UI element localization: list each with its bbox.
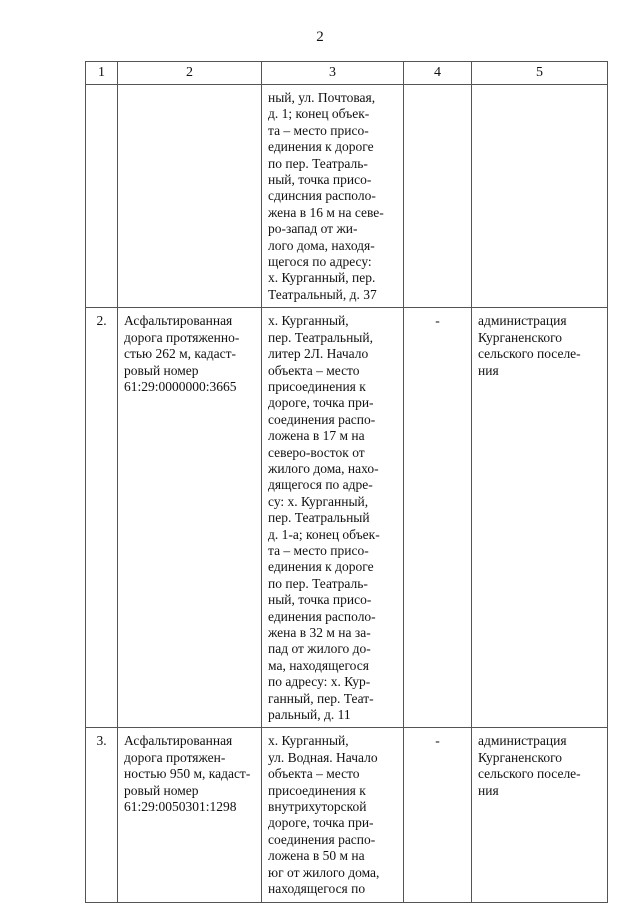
header-col-5: 5 — [472, 62, 608, 85]
object-owner: администрация Курганенского сельского поселе- ния — [478, 313, 581, 378]
object-location: ный, ул. Почтовая, д. 1; конец объек- та – место присо- единения к дороге по пер. Театраль- ный, точка присо- сдинсния располо- жена в 16 м на севе- ро-запад от жи- лого дома, находя- щегося по адресу: х. Курганный, пер. Театральный, д. 37 — [268, 90, 384, 302]
object-location: х. Курганный, ул. Водная. Начало объекта – место присоединения к внутрихуторской дороге, точка при- соединения распо- ложена в 50 м на юг от жилого дома, находящегося по — [268, 733, 380, 897]
location-cell — [262, 308, 404, 728]
table-row — [86, 728, 608, 902]
object-location: х. Курганный, пер. Театральный, литер 2Л. Начало объекта – место присоединения к дороге, точка при- соединения распо- ложена в 17 м на северо-восток от жилого дома, нахо- дящегося по адре- су: х. Курганный, пер. Театральный д. 1-а; конец объек- та – место присо- единения к дороге по пер. Театраль- ный, точка присо- единения располо- жена в 32 м на за- пад от жилого до- ма, находящегося по адресу: х. Кур- ганный, пер. Теат- ральный, д. 11 — [268, 313, 380, 723]
object-name-cell — [118, 85, 262, 308]
object-owner — [472, 85, 607, 94]
row-number-cell — [86, 85, 118, 308]
header-row — [86, 62, 608, 85]
col4-cell — [404, 728, 472, 902]
col4-value: - — [435, 313, 440, 329]
owner-cell — [472, 308, 608, 728]
registry-table — [85, 61, 608, 903]
row-number: 2. — [96, 313, 107, 329]
object-name: Асфальтированная дорога протяжен- ностью 950 м, кадаст- ровый номер 61:29:0050301:1298 — [124, 733, 251, 815]
table-row — [86, 308, 608, 728]
object-name: Асфальтированная дорога протяженно- стью 262 м, кадаст- ровый номер 61:29:0000000:3665 — [124, 313, 240, 394]
col4-cell — [404, 85, 472, 308]
object-name-cell — [118, 308, 262, 728]
owner-cell — [472, 728, 608, 902]
object-name — [118, 85, 261, 94]
row-number-cell — [86, 728, 118, 902]
header-col-2: 2 — [118, 62, 262, 85]
row-number: 3. — [96, 733, 107, 749]
page-number: 2 — [316, 29, 324, 45]
owner-cell — [472, 85, 608, 308]
table-row — [86, 85, 608, 308]
col4-value — [404, 85, 471, 90]
location-cell — [262, 728, 404, 902]
row-number — [86, 85, 117, 90]
col4-value: - — [435, 733, 440, 749]
header-col-4: 4 — [404, 62, 472, 85]
row-number-cell — [86, 308, 118, 728]
header-col-3: 3 — [262, 62, 404, 85]
col4-cell — [404, 308, 472, 728]
header-col-1: 1 — [86, 62, 118, 85]
location-cell — [262, 85, 404, 308]
object-name-cell — [118, 728, 262, 902]
object-owner: администрация Курганенского сельского поселе- ния — [478, 733, 581, 798]
